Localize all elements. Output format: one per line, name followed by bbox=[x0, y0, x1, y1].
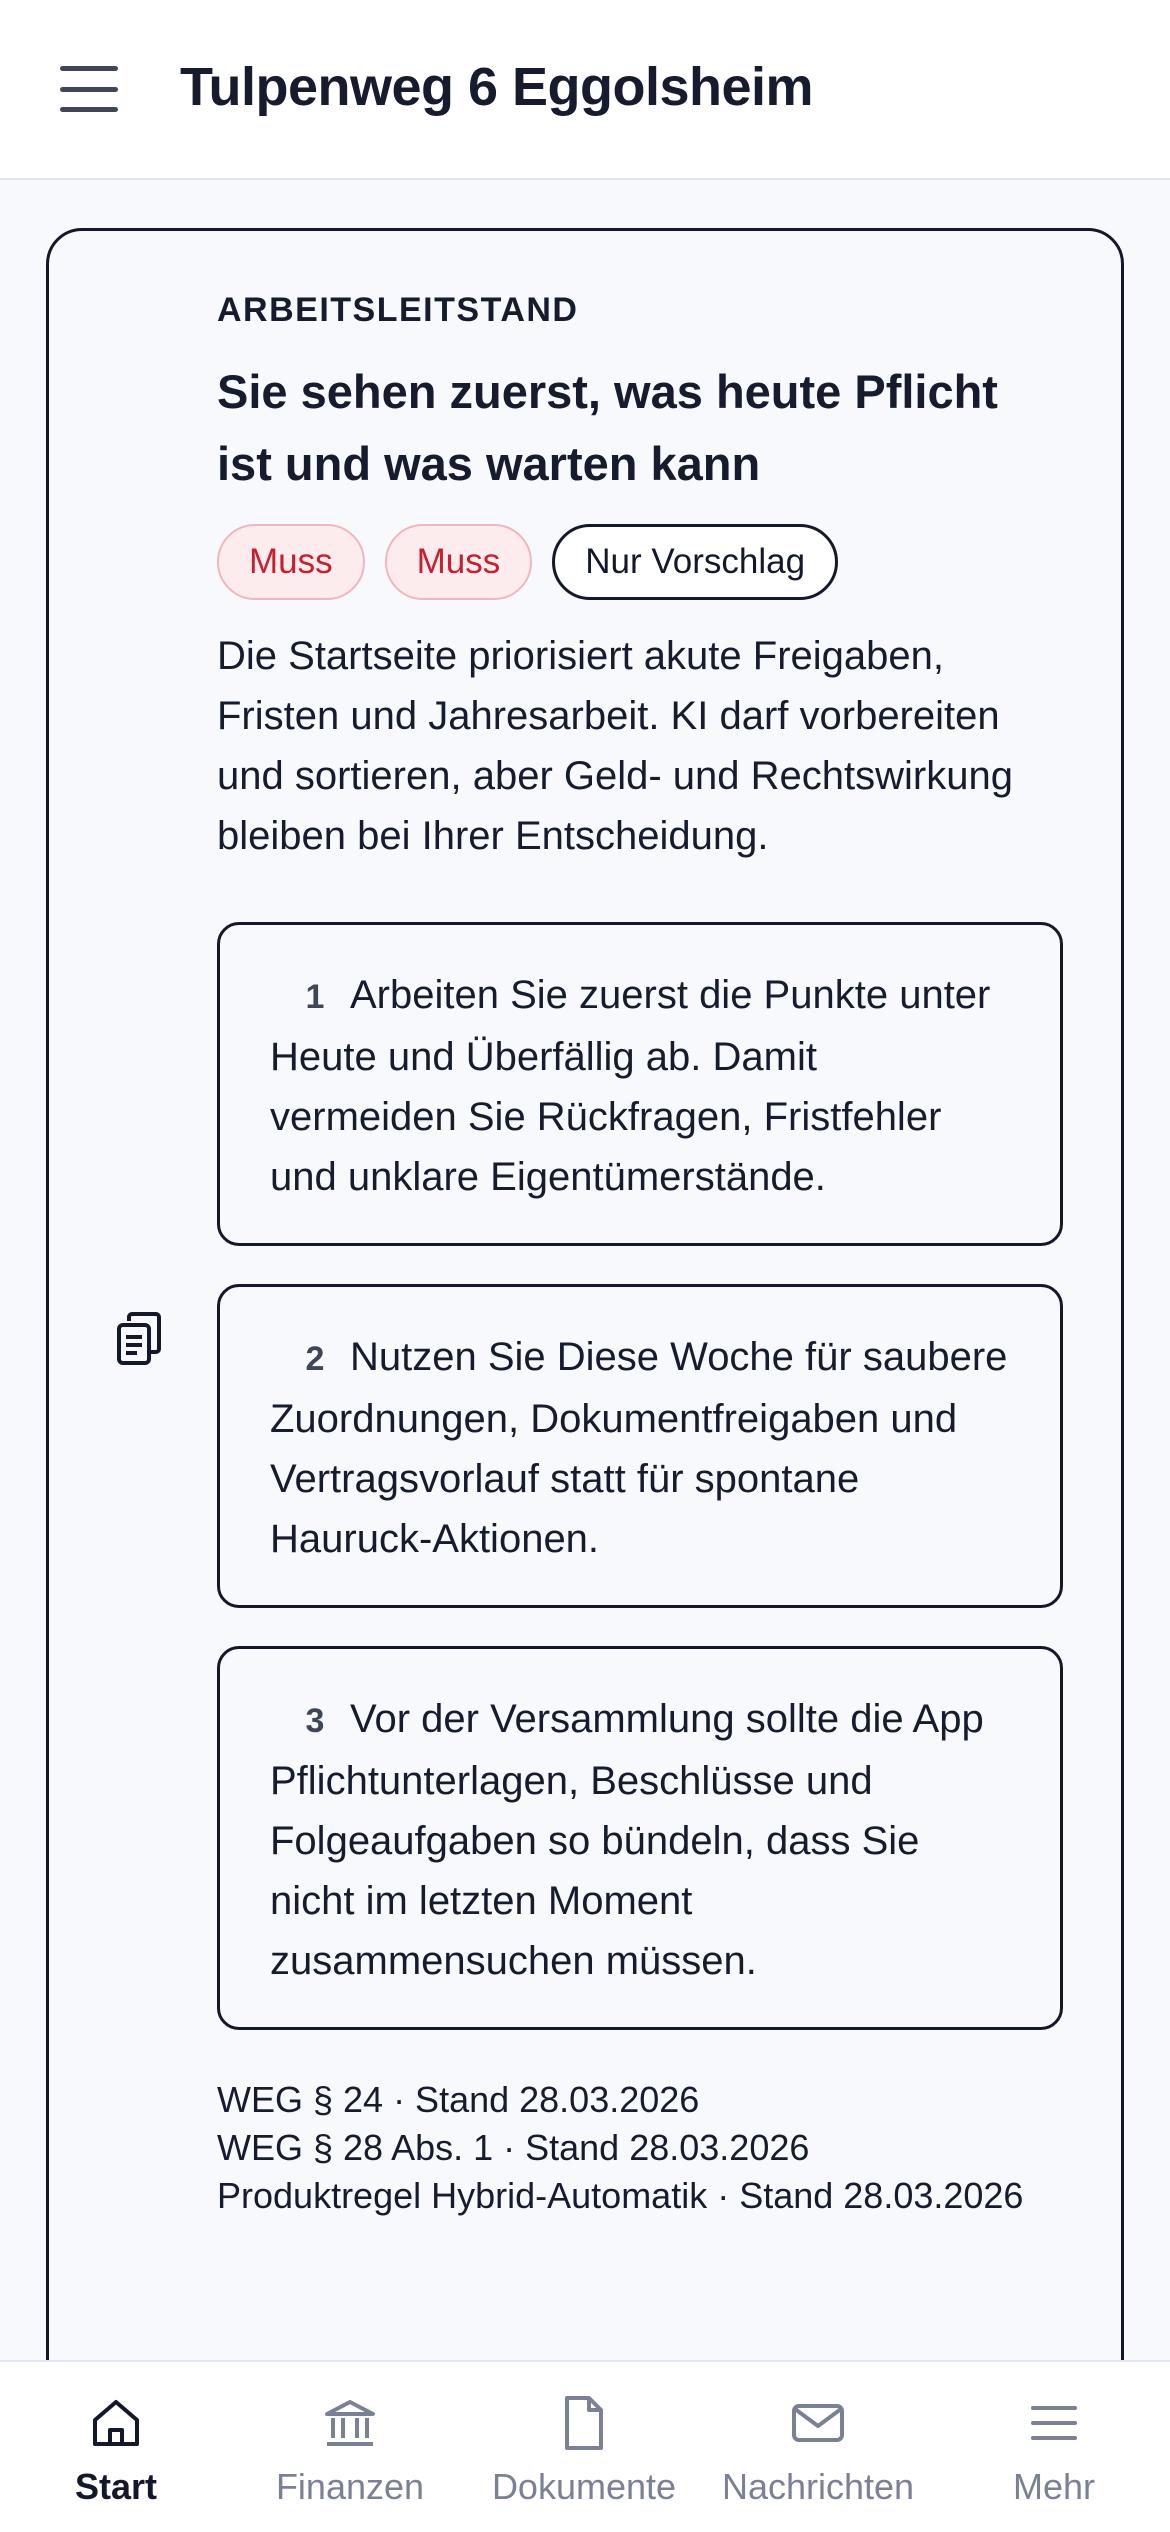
reference-line: WEG § 24 · Stand 28.03.2026 bbox=[217, 2079, 700, 2120]
chip-must-2: Muss bbox=[385, 524, 533, 600]
step-text: Nutzen Sie Diese Woche für saubere Zuordnungen, Dokumentfreigaben und Vertragsvorlauf statt für spontane Hauruck-Aktionen. bbox=[270, 1335, 1008, 1561]
nav-label: Start bbox=[74, 2466, 158, 2507]
section-eyebrow: ARBEITSLEITSTAND bbox=[217, 291, 579, 329]
step-number: 1 bbox=[305, 978, 325, 1016]
nav-label: Dokumente bbox=[491, 2466, 677, 2507]
nav-mehr[interactable] bbox=[944, 2362, 1164, 2532]
intro-text: Die Startseite priorisiert akute Freigaben, Fristen und Jahresarbeit. KI darf vorbereiten und sortieren, aber Geld- und Rechtswirkung bleiben bei Ihrer Entscheidung. bbox=[217, 634, 1013, 858]
step-card-2 bbox=[217, 1284, 1063, 1608]
top-app-bar bbox=[0, 0, 1170, 180]
step-number: 3 bbox=[305, 1702, 325, 1740]
clipboard-icon bbox=[115, 1311, 163, 1367]
more-menu-icon bbox=[1025, 2394, 1083, 2452]
step-number: 2 bbox=[305, 1340, 325, 1378]
card-content bbox=[217, 291, 1063, 2220]
reference-line: WEG § 28 Abs. 1 · Stand 28.03.2026 bbox=[217, 2127, 810, 2168]
step-text: Vor der Versammlung sollte die App Pflichtunterlagen, Beschlüsse und Folgeaufgaben so bündeln, dass Sie nicht im letzten Moment zusammensuchen müssen. bbox=[270, 1697, 984, 1983]
mail-icon bbox=[789, 2394, 847, 2452]
home-icon bbox=[87, 2394, 145, 2452]
nav-dokumente[interactable] bbox=[474, 2362, 694, 2532]
chip-must-1: Muss bbox=[217, 524, 365, 600]
nav-finanzen[interactable] bbox=[240, 2362, 460, 2532]
step-text: Arbeiten Sie zuerst die Punkte unter Heute und Überfällig ab. Damit vermeiden Sie Rückfragen, Fristfehler und unklare Eigentümerstände. bbox=[270, 973, 991, 1199]
document-icon bbox=[555, 2394, 613, 2452]
chip-suggestion: Nur Vorschlag bbox=[552, 524, 838, 600]
step-card-3 bbox=[217, 1646, 1063, 2030]
nav-start[interactable] bbox=[6, 2362, 226, 2532]
chip-row bbox=[217, 524, 1063, 600]
work-dashboard-card bbox=[46, 228, 1124, 2532]
step-card-1 bbox=[217, 922, 1063, 1246]
bank-icon bbox=[321, 2394, 379, 2452]
reference-line: Produktregel Hybrid-Automatik · Stand 28.03.2026 bbox=[217, 2175, 1024, 2216]
bottom-navigation bbox=[0, 2360, 1170, 2532]
page-title: Tulpenweg 6 Eggolsheim bbox=[180, 57, 814, 117]
nav-label: Finanzen bbox=[275, 2466, 425, 2507]
hamburger-menu-icon[interactable] bbox=[60, 66, 118, 112]
card-headline: Sie sehen zuerst, was heute Pflicht ist und was warten kann bbox=[217, 365, 998, 490]
nav-nachrichten[interactable] bbox=[708, 2362, 928, 2532]
nav-label: Nachrichten bbox=[721, 2466, 915, 2507]
nav-label: Mehr bbox=[1012, 2466, 1096, 2507]
legal-references bbox=[217, 2076, 1063, 2220]
